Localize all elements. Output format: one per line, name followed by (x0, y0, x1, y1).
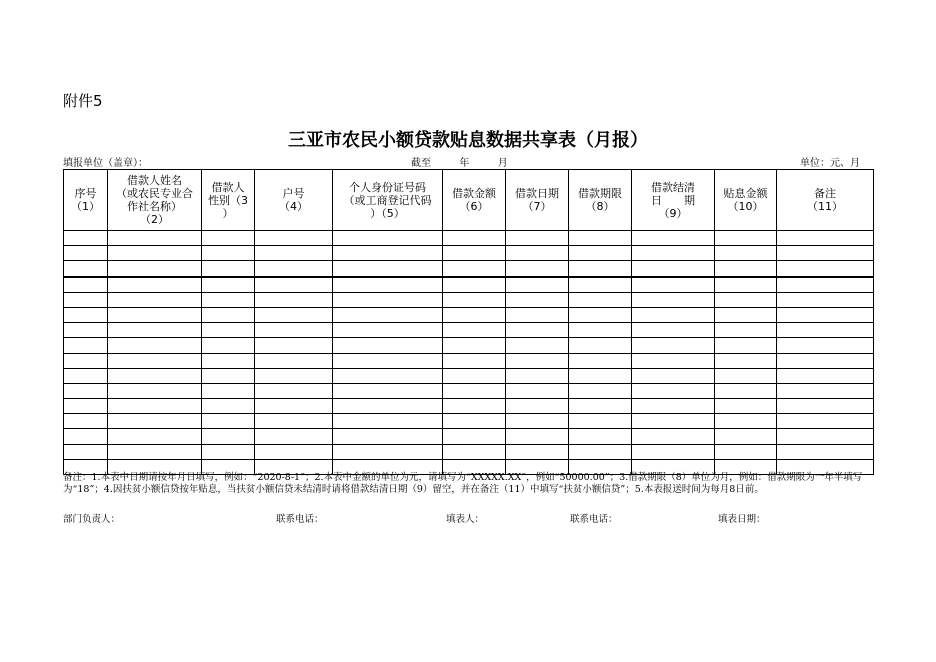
table-cell (632, 353, 715, 368)
month-text: 月 (497, 158, 508, 169)
table-cell (333, 277, 443, 293)
table-cell (202, 429, 255, 444)
table-cell (506, 246, 569, 261)
column-header-line: 日 期 (651, 193, 695, 207)
table-cell (632, 277, 715, 293)
table-cell (777, 338, 874, 353)
table-cell (108, 444, 202, 459)
column-header-line: （9） (658, 206, 688, 220)
table-cell (333, 399, 443, 414)
table-cell (64, 368, 108, 383)
attachment-label: 附件5 (63, 92, 103, 110)
table-cell (108, 261, 202, 277)
column-header-3 (202, 170, 255, 231)
table-cell (443, 246, 506, 261)
table-cell (64, 444, 108, 459)
table-row (64, 353, 874, 368)
table-row (64, 368, 874, 383)
table-cell (202, 292, 255, 307)
table-cell (108, 246, 202, 261)
fill-date-label: 填表日期： (718, 514, 766, 525)
column-header-line: ） (222, 206, 234, 220)
table-cell (715, 323, 777, 338)
table-cell (443, 399, 506, 414)
table-cell (202, 246, 255, 261)
table-row (64, 307, 874, 322)
table-cell (777, 277, 874, 293)
table-cell (108, 277, 202, 293)
table-cell (632, 231, 715, 246)
column-header-line: （2） (140, 213, 169, 226)
table-cell (333, 307, 443, 322)
table-cell (715, 353, 777, 368)
column-header-4 (255, 170, 333, 231)
table-cell (506, 429, 569, 444)
column-header-line: 个人身份证号码 (349, 180, 426, 194)
table-cell (715, 444, 777, 459)
table-cell (443, 353, 506, 368)
dept-head-label: 部门负责人： (63, 514, 121, 525)
table-cell (202, 261, 255, 277)
table-cell (569, 383, 632, 398)
table-row (64, 399, 874, 414)
table-cell (777, 444, 874, 459)
column-header-line: （或农民专业合 (116, 187, 193, 200)
column-header-6 (443, 170, 506, 231)
table-cell (255, 338, 333, 353)
table-cell (569, 353, 632, 368)
document-title: 三亚市农民小额贷款贴息数据共享表（月报） (288, 130, 648, 151)
table-cell (108, 399, 202, 414)
table-cell (64, 353, 108, 368)
table-cell (715, 429, 777, 444)
table-cell (255, 323, 333, 338)
table-cell (632, 399, 715, 414)
table-cell (202, 307, 255, 322)
table-cell (255, 399, 333, 414)
table-cell (777, 231, 874, 246)
table-cell (632, 307, 715, 322)
table-cell (715, 261, 777, 277)
column-header-2 (108, 170, 202, 231)
table-cell (64, 323, 108, 338)
table-cell (715, 414, 777, 429)
table-cell (255, 277, 333, 293)
column-header-line: （或工商登记代码 (343, 193, 432, 207)
table-cell (202, 277, 255, 293)
table-cell (632, 338, 715, 353)
table-cell (777, 368, 874, 383)
table-row (64, 277, 874, 293)
table-cell (506, 444, 569, 459)
year-text: 年 (459, 158, 470, 169)
table-cell (715, 399, 777, 414)
table-cell (777, 414, 874, 429)
currency-unit-label: 单位：元、月 (800, 158, 860, 169)
table-cell (64, 277, 108, 293)
table-cell (333, 444, 443, 459)
table-cell (632, 292, 715, 307)
table-cell (443, 231, 506, 246)
footnote: 备注：1.本表中日期请按年月日填写，例如：“2020-8-1”；2.本表中金额的单位为元，请填写为“XXXXX.XX”，例如“50000.00”；3.借款期限（8）单位为月，例如：借款期限为一年半填写为“18”；4.因扶贫小额信贷按年贴息，当扶贫小额信贷未结清时请将借款结清日期（9）留空，并在备注（11）中填写“扶贫小额信贷”；5.本表报送时间为每月8日前。 (63, 472, 863, 495)
column-header-line: 借款期限 (578, 187, 622, 200)
table-row (64, 383, 874, 398)
table-cell (777, 323, 874, 338)
contact-phone-label: 联系电话： (276, 514, 324, 525)
table-cell (569, 429, 632, 444)
table-cell (506, 323, 569, 338)
table-cell (715, 338, 777, 353)
column-header-line: （4） (279, 200, 308, 213)
table-cell (569, 246, 632, 261)
table-cell (632, 414, 715, 429)
table-cell (443, 292, 506, 307)
table-cell (443, 444, 506, 459)
table-cell (632, 444, 715, 459)
table-cell (333, 353, 443, 368)
table-body (64, 231, 874, 475)
table-cell (632, 368, 715, 383)
table-cell (506, 231, 569, 246)
table-cell (64, 399, 108, 414)
table-cell (255, 246, 333, 261)
table-cell (506, 307, 569, 322)
table-cell (777, 292, 874, 307)
table-cell (108, 307, 202, 322)
column-header-line: 作社名称） (127, 200, 182, 213)
table-cell (777, 246, 874, 261)
table-cell (443, 383, 506, 398)
table-cell (255, 292, 333, 307)
table-cell (443, 338, 506, 353)
column-header-line: 性别（3 (208, 193, 248, 207)
table-cell (632, 323, 715, 338)
table-cell (715, 307, 777, 322)
table-cell (108, 231, 202, 246)
table-cell (506, 368, 569, 383)
table-cell (715, 246, 777, 261)
table-cell (333, 338, 443, 353)
table-cell (777, 261, 874, 277)
table-cell (443, 277, 506, 293)
table-cell (443, 307, 506, 322)
table-cell (715, 231, 777, 246)
table-cell (255, 307, 333, 322)
table-cell (715, 368, 777, 383)
table-row (64, 292, 874, 307)
table-cell (569, 338, 632, 353)
table-cell (64, 261, 108, 277)
table-cell (255, 353, 333, 368)
table-cell (255, 383, 333, 398)
table-cell (333, 231, 443, 246)
table-cell (108, 368, 202, 383)
column-header-5 (333, 170, 443, 231)
column-header-line: 借款人 (211, 180, 245, 194)
column-header-line: （1） (71, 200, 100, 213)
table-cell (202, 338, 255, 353)
table-cell (333, 323, 443, 338)
table-cell (443, 368, 506, 383)
table-cell (333, 414, 443, 429)
column-header-line: 借款日期 (515, 187, 559, 200)
table-cell (333, 383, 443, 398)
table-cell (108, 292, 202, 307)
table-cell (715, 277, 777, 293)
table-cell (777, 307, 874, 322)
column-header-9 (632, 170, 715, 231)
table-row (64, 323, 874, 338)
table-cell (506, 383, 569, 398)
table-cell (202, 383, 255, 398)
table-cell (64, 338, 108, 353)
table-cell (255, 444, 333, 459)
column-header-line: 借款人姓名 (127, 174, 182, 187)
table-cell (569, 261, 632, 277)
table-cell (569, 292, 632, 307)
table-cell (108, 414, 202, 429)
table-cell (632, 383, 715, 398)
table-cell (715, 292, 777, 307)
table-cell (108, 353, 202, 368)
table-cell (506, 414, 569, 429)
table-cell (202, 399, 255, 414)
table-cell (202, 368, 255, 383)
table-cell (64, 383, 108, 398)
table-cell (632, 261, 715, 277)
table-cell (569, 444, 632, 459)
table-cell (506, 292, 569, 307)
table-cell (202, 444, 255, 459)
table-cell (64, 307, 108, 322)
table-cell (569, 399, 632, 414)
column-header-1 (64, 170, 108, 231)
table-cell (255, 261, 333, 277)
table-cell (632, 429, 715, 444)
table-cell (255, 368, 333, 383)
table-cell (64, 292, 108, 307)
table-cell (777, 383, 874, 398)
table-cell (443, 414, 506, 429)
table-cell (202, 353, 255, 368)
table-cell (569, 323, 632, 338)
table-cell (255, 429, 333, 444)
column-header-line: 户号 (282, 187, 305, 200)
column-header-line: 序号 (74, 187, 97, 200)
table-cell (108, 323, 202, 338)
table-cell (64, 429, 108, 444)
column-header-line: （7） (522, 200, 552, 213)
table-cell (443, 429, 506, 444)
table-cell (632, 246, 715, 261)
table-cell (569, 368, 632, 383)
table-cell (506, 277, 569, 293)
table-cell (443, 323, 506, 338)
contact-phone-label-2: 联系电话： (570, 514, 618, 525)
table-cell (202, 231, 255, 246)
table-cell (108, 429, 202, 444)
table-cell (569, 231, 632, 246)
column-header-line: 贴息金额 (723, 187, 768, 200)
column-header-line: （11） (807, 200, 843, 213)
table-cell (202, 414, 255, 429)
table-cell (333, 368, 443, 383)
table-cell (64, 414, 108, 429)
column-header-line: （10） (727, 200, 764, 213)
column-header-11 (777, 170, 874, 231)
column-header-line: 借款金额 (452, 187, 496, 200)
column-header-line: （8） (585, 200, 615, 213)
table-cell (255, 231, 333, 246)
table-cell (569, 277, 632, 293)
table-cell (506, 353, 569, 368)
table-row (64, 246, 874, 261)
table-row (64, 338, 874, 353)
table-cell (569, 307, 632, 322)
table-cell (255, 414, 333, 429)
column-header-7 (506, 170, 569, 231)
table-cell (333, 261, 443, 277)
table-cell (506, 338, 569, 353)
table-cell (64, 246, 108, 261)
table-cell (506, 399, 569, 414)
table-cell (108, 338, 202, 353)
column-header-line: 备注 (814, 187, 836, 200)
table-cell (333, 429, 443, 444)
table-row (64, 444, 874, 459)
column-header-8 (569, 170, 632, 231)
table-cell (777, 353, 874, 368)
table-cell (715, 383, 777, 398)
table-cell (333, 246, 443, 261)
filler-label: 填表人： (446, 514, 485, 525)
table-header-row (64, 170, 874, 231)
table-cell (569, 414, 632, 429)
table-cell (64, 231, 108, 246)
column-header-line: ）（5） (370, 206, 405, 220)
cutoff-text: 截至 (411, 158, 431, 169)
loan-subsidy-table (63, 169, 874, 475)
cutoff-date-label (411, 154, 508, 169)
column-header-line: 借款结清 (651, 180, 695, 194)
table-row (64, 429, 874, 444)
table-cell (777, 399, 874, 414)
column-header-line: （6） (459, 200, 489, 213)
reporting-unit-label: 填报单位（盖章）： (63, 158, 148, 169)
table-cell (777, 429, 874, 444)
column-header-10 (715, 170, 777, 231)
table-cell (506, 261, 569, 277)
table-cell (108, 383, 202, 398)
table-row (64, 414, 874, 429)
table-cell (202, 323, 255, 338)
table-cell (333, 292, 443, 307)
table-row (64, 261, 874, 277)
table-row (64, 231, 874, 246)
table-cell (443, 261, 506, 277)
